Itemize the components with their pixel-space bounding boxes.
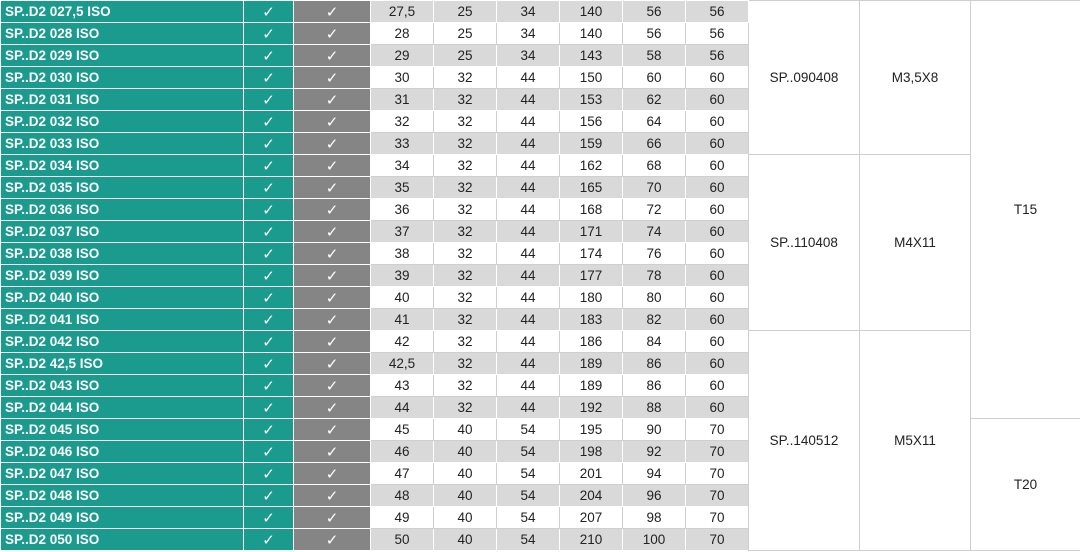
- dimension-value: 177: [560, 265, 623, 287]
- dimension-value: 40: [371, 287, 434, 309]
- dimension-value: 32: [434, 309, 497, 331]
- stock-check-icon: ✓: [294, 221, 371, 243]
- dimension-value: 201: [560, 463, 623, 485]
- article-code: SP..D2 031 ISO: [1, 89, 244, 111]
- dimension-value: 56: [686, 23, 749, 45]
- article-code: SP..D2 040 ISO: [1, 287, 244, 309]
- dimension-value: 62: [623, 89, 686, 111]
- dimension-value: 33: [371, 133, 434, 155]
- dimension-value: 88: [623, 397, 686, 419]
- dimension-value: 60: [686, 265, 749, 287]
- dimension-value: 207: [560, 507, 623, 529]
- dimension-value: 189: [560, 353, 623, 375]
- dimension-value: 45: [371, 419, 434, 441]
- stock-check-icon: ✓: [294, 529, 371, 551]
- stock-check-icon: ✓: [294, 1, 371, 23]
- article-code: SP..D2 041 ISO: [1, 309, 244, 331]
- dimension-value: 80: [623, 287, 686, 309]
- dimension-value: 186: [560, 331, 623, 353]
- screw-size: M4X11: [860, 155, 971, 331]
- dimension-value: 42,5: [371, 353, 434, 375]
- dimension-value: 32: [434, 177, 497, 199]
- dimension-value: 34: [497, 23, 560, 45]
- dimension-value: 46: [371, 441, 434, 463]
- dimension-value: 162: [560, 155, 623, 177]
- dimension-value: 42: [371, 331, 434, 353]
- article-code: SP..D2 048 ISO: [1, 485, 244, 507]
- dimension-value: 140: [560, 1, 623, 23]
- article-code: SP..D2 034 ISO: [1, 155, 244, 177]
- dimension-value: 50: [371, 529, 434, 551]
- dimension-value: 56: [623, 23, 686, 45]
- insert-code: SP..140512: [749, 331, 860, 551]
- torx-key: T20: [971, 419, 1080, 551]
- availability-check-icon: ✓: [244, 133, 294, 155]
- dimension-value: 70: [686, 419, 749, 441]
- dimension-value: 60: [686, 133, 749, 155]
- dimension-value: 100: [623, 529, 686, 551]
- dimension-value: 32: [434, 375, 497, 397]
- article-code: SP..D2 035 ISO: [1, 177, 244, 199]
- dimension-value: 44: [497, 133, 560, 155]
- dimension-value: 32: [434, 221, 497, 243]
- dimension-value: 189: [560, 375, 623, 397]
- dimension-value: 25: [434, 1, 497, 23]
- dimension-value: 32: [434, 133, 497, 155]
- dimension-value: 171: [560, 221, 623, 243]
- dimension-value: 32: [434, 265, 497, 287]
- stock-check-icon: ✓: [294, 133, 371, 155]
- article-code: SP..D2 42,5 ISO: [1, 353, 244, 375]
- stock-check-icon: ✓: [294, 287, 371, 309]
- dimension-value: 56: [686, 1, 749, 23]
- dimension-value: 56: [623, 1, 686, 23]
- dimension-value: 32: [434, 89, 497, 111]
- dimension-value: 54: [497, 419, 560, 441]
- dimension-value: 156: [560, 111, 623, 133]
- dimension-value: 32: [434, 397, 497, 419]
- dimension-value: 40: [434, 463, 497, 485]
- dimension-value: 140: [560, 23, 623, 45]
- dimension-value: 44: [497, 111, 560, 133]
- dimension-value: 84: [623, 331, 686, 353]
- dimension-value: 98: [623, 507, 686, 529]
- dimension-value: 40: [434, 441, 497, 463]
- dimension-value: 44: [497, 331, 560, 353]
- dimension-value: 60: [686, 243, 749, 265]
- dimension-value: 76: [623, 243, 686, 265]
- availability-check-icon: ✓: [244, 177, 294, 199]
- stock-check-icon: ✓: [294, 397, 371, 419]
- dimension-value: 47: [371, 463, 434, 485]
- dimension-value: 32: [434, 287, 497, 309]
- dimension-value: 60: [686, 89, 749, 111]
- dimension-value: 44: [497, 397, 560, 419]
- article-code: SP..D2 038 ISO: [1, 243, 244, 265]
- table-row: [1, 155, 1080, 177]
- dimension-value: 168: [560, 199, 623, 221]
- article-code: SP..D2 036 ISO: [1, 199, 244, 221]
- dimension-value: 40: [434, 419, 497, 441]
- dimension-value: 70: [686, 441, 749, 463]
- dimension-value: 60: [686, 375, 749, 397]
- dimension-value: 60: [686, 397, 749, 419]
- stock-check-icon: ✓: [294, 155, 371, 177]
- table-row: [1, 1, 1080, 23]
- dimension-value: 28: [371, 23, 434, 45]
- dimension-value: 94: [623, 463, 686, 485]
- article-code: SP..D2 028 ISO: [1, 23, 244, 45]
- dimension-value: 36: [371, 199, 434, 221]
- dimension-value: 60: [686, 177, 749, 199]
- dimension-value: 44: [497, 287, 560, 309]
- availability-check-icon: ✓: [244, 375, 294, 397]
- stock-check-icon: ✓: [294, 309, 371, 331]
- dimension-value: 210: [560, 529, 623, 551]
- spec-table-body: [1, 1, 1080, 551]
- dimension-value: 32: [434, 331, 497, 353]
- dimension-value: 60: [686, 287, 749, 309]
- stock-check-icon: ✓: [294, 375, 371, 397]
- availability-check-icon: ✓: [244, 441, 294, 463]
- article-code: SP..D2 027,5 ISO: [1, 1, 244, 23]
- dimension-value: 174: [560, 243, 623, 265]
- screw-size: M5X11: [860, 331, 971, 551]
- availability-check-icon: ✓: [244, 419, 294, 441]
- article-code: SP..D2 046 ISO: [1, 441, 244, 463]
- dimension-value: 40: [434, 529, 497, 551]
- dimension-value: 44: [497, 67, 560, 89]
- dimension-value: 34: [497, 45, 560, 67]
- dimension-value: 60: [686, 353, 749, 375]
- availability-check-icon: ✓: [244, 199, 294, 221]
- dimension-value: 40: [434, 485, 497, 507]
- dimension-value: 54: [497, 463, 560, 485]
- availability-check-icon: ✓: [244, 111, 294, 133]
- stock-check-icon: ✓: [294, 441, 371, 463]
- dimension-value: 54: [497, 529, 560, 551]
- availability-check-icon: ✓: [244, 1, 294, 23]
- dimension-value: 44: [497, 309, 560, 331]
- dimension-value: 44: [497, 243, 560, 265]
- dimension-value: 25: [434, 23, 497, 45]
- availability-check-icon: ✓: [244, 463, 294, 485]
- stock-check-icon: ✓: [294, 23, 371, 45]
- dimension-value: 70: [686, 463, 749, 485]
- dimension-value: 35: [371, 177, 434, 199]
- dimension-value: 38: [371, 243, 434, 265]
- article-code: SP..D2 044 ISO: [1, 397, 244, 419]
- dimension-value: 195: [560, 419, 623, 441]
- dimension-value: 60: [686, 331, 749, 353]
- insert-code: SP..090408: [749, 1, 860, 155]
- article-code: SP..D2 029 ISO: [1, 45, 244, 67]
- availability-check-icon: ✓: [244, 331, 294, 353]
- stock-check-icon: ✓: [294, 243, 371, 265]
- availability-check-icon: ✓: [244, 397, 294, 419]
- dimension-value: 27,5: [371, 1, 434, 23]
- dimension-value: 60: [686, 309, 749, 331]
- dimension-value: 32: [434, 155, 497, 177]
- availability-check-icon: ✓: [244, 45, 294, 67]
- dimension-value: 34: [497, 1, 560, 23]
- article-code: SP..D2 033 ISO: [1, 133, 244, 155]
- stock-check-icon: ✓: [294, 45, 371, 67]
- availability-check-icon: ✓: [244, 155, 294, 177]
- dimension-value: 43: [371, 375, 434, 397]
- availability-check-icon: ✓: [244, 287, 294, 309]
- dimension-value: 192: [560, 397, 623, 419]
- dimension-value: 32: [434, 111, 497, 133]
- dimension-value: 40: [434, 507, 497, 529]
- dimension-value: 44: [497, 375, 560, 397]
- article-code: SP..D2 037 ISO: [1, 221, 244, 243]
- availability-check-icon: ✓: [244, 221, 294, 243]
- availability-check-icon: ✓: [244, 265, 294, 287]
- article-code: SP..D2 030 ISO: [1, 67, 244, 89]
- dimension-value: 39: [371, 265, 434, 287]
- stock-check-icon: ✓: [294, 199, 371, 221]
- dimension-value: 44: [371, 397, 434, 419]
- dimension-value: 32: [434, 67, 497, 89]
- dimension-value: 54: [497, 507, 560, 529]
- availability-check-icon: ✓: [244, 353, 294, 375]
- dimension-value: 60: [686, 67, 749, 89]
- dimension-value: 58: [623, 45, 686, 67]
- article-code: SP..D2 050 ISO: [1, 529, 244, 551]
- dimension-value: 30: [371, 67, 434, 89]
- dimension-value: 56: [686, 45, 749, 67]
- stock-check-icon: ✓: [294, 485, 371, 507]
- table-row: [1, 331, 1080, 353]
- dimension-value: 165: [560, 177, 623, 199]
- dimension-value: 32: [434, 353, 497, 375]
- article-code: SP..D2 047 ISO: [1, 463, 244, 485]
- dimension-value: 60: [686, 111, 749, 133]
- dimension-value: 143: [560, 45, 623, 67]
- availability-check-icon: ✓: [244, 89, 294, 111]
- dimension-value: 204: [560, 485, 623, 507]
- dimension-value: 31: [371, 89, 434, 111]
- dimension-value: 183: [560, 309, 623, 331]
- dimension-value: 60: [623, 67, 686, 89]
- dimension-value: 198: [560, 441, 623, 463]
- dimension-value: 44: [497, 221, 560, 243]
- dimension-value: 180: [560, 287, 623, 309]
- dimension-value: 32: [371, 111, 434, 133]
- article-code: SP..D2 039 ISO: [1, 265, 244, 287]
- article-code: SP..D2 049 ISO: [1, 507, 244, 529]
- dimension-value: 44: [497, 177, 560, 199]
- availability-check-icon: ✓: [244, 309, 294, 331]
- dimension-value: 60: [686, 221, 749, 243]
- article-code: SP..D2 045 ISO: [1, 419, 244, 441]
- dimension-value: 70: [623, 177, 686, 199]
- dimension-value: 72: [623, 199, 686, 221]
- dimension-value: 29: [371, 45, 434, 67]
- stock-check-icon: ✓: [294, 419, 371, 441]
- dimension-value: 68: [623, 155, 686, 177]
- dimension-value: 44: [497, 155, 560, 177]
- dimension-value: 60: [686, 155, 749, 177]
- stock-check-icon: ✓: [294, 111, 371, 133]
- dimension-value: 82: [623, 309, 686, 331]
- stock-check-icon: ✓: [294, 331, 371, 353]
- dimension-value: 44: [497, 265, 560, 287]
- stock-check-icon: ✓: [294, 353, 371, 375]
- dimension-value: 90: [623, 419, 686, 441]
- stock-check-icon: ✓: [294, 67, 371, 89]
- torx-key: T15: [971, 1, 1080, 419]
- dimension-value: 48: [371, 485, 434, 507]
- article-code: SP..D2 032 ISO: [1, 111, 244, 133]
- stock-check-icon: ✓: [294, 463, 371, 485]
- dimension-value: 70: [686, 485, 749, 507]
- dimension-value: 159: [560, 133, 623, 155]
- dimension-value: 44: [497, 89, 560, 111]
- dimension-value: 153: [560, 89, 623, 111]
- dimension-value: 60: [686, 199, 749, 221]
- dimension-value: 25: [434, 45, 497, 67]
- availability-check-icon: ✓: [244, 529, 294, 551]
- dimension-value: 41: [371, 309, 434, 331]
- availability-check-icon: ✓: [244, 243, 294, 265]
- availability-check-icon: ✓: [244, 67, 294, 89]
- stock-check-icon: ✓: [294, 265, 371, 287]
- dimension-value: 44: [497, 199, 560, 221]
- dimension-value: 92: [623, 441, 686, 463]
- dimension-value: 32: [434, 199, 497, 221]
- article-code: SP..D2 042 ISO: [1, 331, 244, 353]
- dimension-value: 37: [371, 221, 434, 243]
- dimension-value: 66: [623, 133, 686, 155]
- dimension-value: 86: [623, 353, 686, 375]
- dimension-value: 74: [623, 221, 686, 243]
- dimension-value: 96: [623, 485, 686, 507]
- dimension-value: 70: [686, 507, 749, 529]
- dimension-value: 70: [686, 529, 749, 551]
- dimension-value: 32: [434, 243, 497, 265]
- stock-check-icon: ✓: [294, 89, 371, 111]
- dimension-value: 150: [560, 67, 623, 89]
- article-code: SP..D2 043 ISO: [1, 375, 244, 397]
- availability-check-icon: ✓: [244, 507, 294, 529]
- dimension-value: 54: [497, 485, 560, 507]
- dimension-value: 49: [371, 507, 434, 529]
- screw-size: M3,5X8: [860, 1, 971, 155]
- dimension-value: 64: [623, 111, 686, 133]
- dimension-value: 78: [623, 265, 686, 287]
- dimension-value: 44: [497, 353, 560, 375]
- stock-check-icon: ✓: [294, 177, 371, 199]
- availability-check-icon: ✓: [244, 23, 294, 45]
- dimension-value: 34: [371, 155, 434, 177]
- insert-code: SP..110408: [749, 155, 860, 331]
- availability-check-icon: ✓: [244, 485, 294, 507]
- dimension-value: 54: [497, 441, 560, 463]
- dimension-value: 86: [623, 375, 686, 397]
- stock-check-icon: ✓: [294, 507, 371, 529]
